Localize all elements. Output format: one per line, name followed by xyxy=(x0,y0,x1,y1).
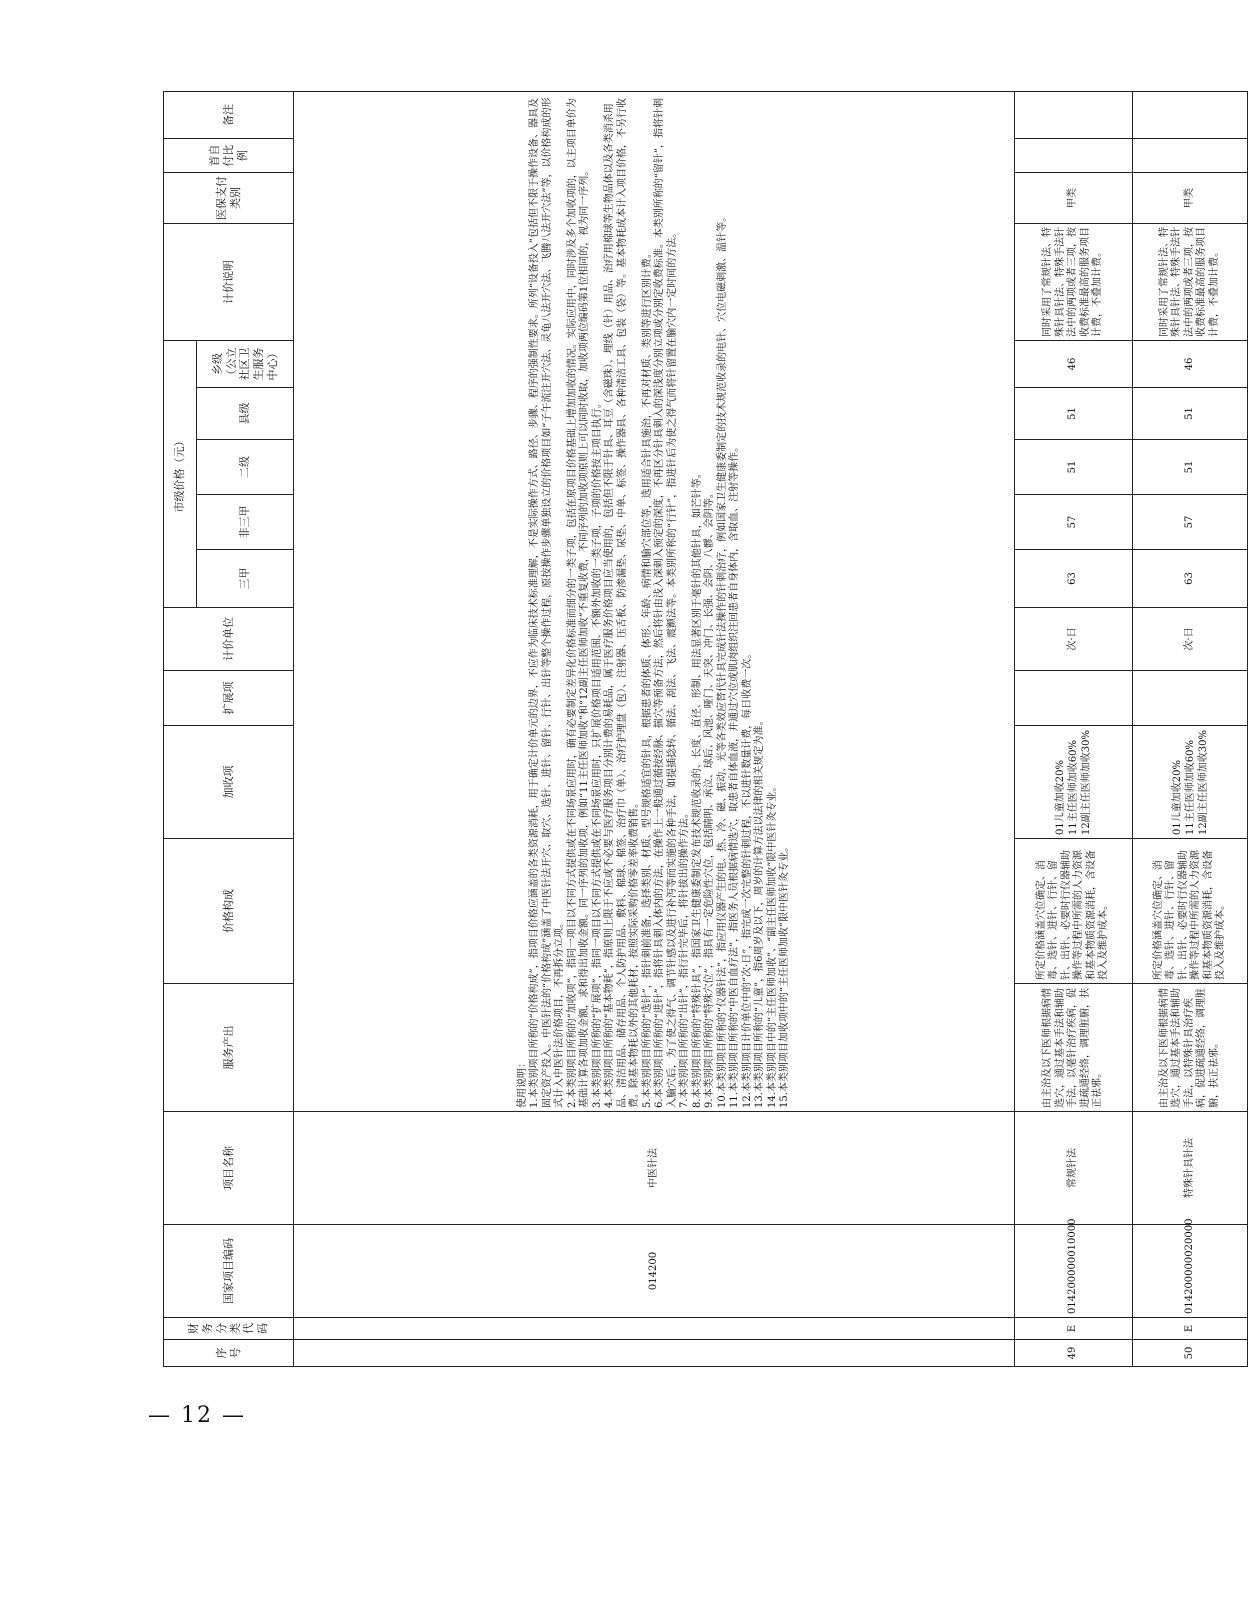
usage-note-line: 2.本类别项目所称的“加收项”，指同一项目以不同方式提供或在不同场景应用时，确有必要制定差异化价格标准而细分的一类子项，包括在原项目价格基础上增加加收的情况。实际应用中，同时涉及多个加收项的，以主项目单价为基础计算各项加收金额，求和得出加收金额。同一序列的加收项，例如“11主任医师加收”和“12副主任医师加收”不重复收费，不同序列的加收项原则上可以同时收取，加收项两位编码第1位相同的，视为同一序列。 xyxy=(566,98,591,1108)
surcharge-item: 11主任医师加收60% xyxy=(1067,740,1079,835)
row-remarks xyxy=(1133,91,1248,138)
surcharge-item: 12副主任医师加收30% xyxy=(1197,730,1209,835)
header-grade-a3: 三甲 xyxy=(197,550,294,608)
cell-empty xyxy=(294,1340,1014,1367)
table-row xyxy=(1014,91,1132,1366)
row-service-output: 由主治及以下医师根据病情选穴，通过基本手法和辅助手法，以毫针治疗疾病，促进疏通经络，调理脏腑，扶正祛邪。 xyxy=(1014,984,1132,1112)
row-remarks xyxy=(1014,91,1132,138)
header-surcharge: 加收项 xyxy=(164,726,294,839)
usage-note-line: 13.本类别项目所称的“儿童”，指6周岁及以下，周岁的计算方法以法律的相关规定为准。 xyxy=(754,715,766,1108)
header-finance-code: 财务分类代码 xyxy=(164,1318,294,1340)
row-price-non-a3: 57 xyxy=(1014,495,1132,550)
usage-note-line: 15.本类别项目加收项中的“主任医师加收”限中医针灸专业。 xyxy=(779,841,791,1108)
usage-note-line: 5.本类别项目所称的“选针”，指针刺前准备，选择类别、材质、型号规格适宜的针具，根据患者的体质、体形、年龄、病情和腧穴部位等，选用适合针具施治，不再对材质、类别等进行区别计费。 xyxy=(641,248,653,1108)
surcharge-item: 11主任医师加收60% xyxy=(1184,740,1196,835)
header-national-code: 国家项目编码 xyxy=(164,1225,294,1318)
row-price-township: 46 xyxy=(1133,340,1248,387)
row-unit: 次·日 xyxy=(1014,608,1132,671)
row-item-name: 特殊针具针法 xyxy=(1133,1112,1248,1225)
header-grade-county: 县级 xyxy=(197,388,294,440)
table-row xyxy=(1133,91,1248,1366)
row-pricing-note: 同时采用了常规针法、特殊针具针法、特殊手法针法中的两项或者三项，按收费标准最高的服务项目计费，不叠加计费。 xyxy=(1133,223,1248,340)
category-code: 014200 xyxy=(294,1225,1014,1318)
header-market-price: 市级价格（元） xyxy=(164,340,197,607)
row-price-county: 51 xyxy=(1133,388,1248,440)
usage-notes xyxy=(294,91,1014,1111)
row-extension xyxy=(1014,671,1132,726)
row-price-county: 51 xyxy=(1014,388,1132,440)
page-number: — 12 — xyxy=(148,1403,246,1428)
header-price-composition: 价格构成 xyxy=(164,839,294,984)
row-price-non-a3: 57 xyxy=(1133,495,1248,550)
header-remarks: 备注 xyxy=(164,91,294,138)
row-seq: 49 xyxy=(1014,1340,1132,1367)
row-self-pay xyxy=(1133,138,1248,172)
header-self-pay: 首自付比例 xyxy=(164,138,294,172)
row-self-pay xyxy=(1014,138,1132,172)
row-item-name: 常规针法 xyxy=(1014,1112,1132,1225)
header-service-output: 服务产出 xyxy=(164,984,294,1112)
header-insurance: 医保支付类别 xyxy=(164,172,294,223)
usage-note-line: 9.本类别项目所称的“特殊穴位”，指具有一定危险性穴位，包括睛明、承泣、球后、风池、哑门、天突、冲门、长强、会阴、八髎、会阴等。 xyxy=(704,488,716,1108)
header-item-name: 项目名称 xyxy=(164,1112,294,1225)
price-table xyxy=(163,91,1248,1367)
row-price-a3: 63 xyxy=(1133,550,1248,608)
surcharge-item: 01儿童加收20% xyxy=(1054,760,1066,835)
row-price-composition: 所定价格涵盖穴位确定、消毒、选针、进针、行针、留针、出针、必要时行仪器辅助操作等过程中所需的人力资源和基本物质资源消耗，含设备投入及维护成本。 xyxy=(1014,839,1132,984)
header-pricing-note: 计价说明 xyxy=(164,223,294,340)
row-price-a3: 63 xyxy=(1014,550,1132,608)
usage-note-line: 3.本类别项目所称的“扩展项”，指同一项目以不同方式提供或在不同场景应用时，只扩展价格项目适用范围、不额外加收的一类子项，子项的价格按主项目执行。 xyxy=(591,398,603,1108)
header-seq: 序号 xyxy=(164,1340,294,1367)
row-unit: 次·日 xyxy=(1133,608,1248,671)
row-price-township: 46 xyxy=(1014,340,1132,387)
row-national-code: 014200000010000 xyxy=(1014,1225,1132,1318)
usage-note-line: 1.本类别项目所称的“价格构成”，指项目价格应涵盖的各类资源消耗，用于确定计价单元的边界，不应作为临床技术标准理解，不是实际操作方式、路径、步骤、程序的强制性要求。所列“设备投入”包括但不限于操作设备、器具及固定资产投入。中医针法的“价格构成”涵盖了中医针法开穴、取穴、选针、进针、留针、行针、出针等整个操作过程，原按操作步骤单独设立的价格项目如“子午流注开穴法、灵龟八法开穴法、飞腾八法开穴法”等，以价格构成的形式计入中医针法价格项目，不再拆分立项。 xyxy=(529,97,566,1108)
row-pricing-note: 同时采用了常规针法、特殊针具针法、特殊手法针法中的两项或者三项，按收费标准最高的服务项目计费，不叠加计费。 xyxy=(1014,223,1132,340)
row-service-output: 由主治及以下医师根据病情选穴，通过基本手法和辅助手法，以特殊针具治疗疾病，促进疏通经络，调理脏腑，扶正祛邪。 xyxy=(1133,984,1248,1112)
row-price-2: 51 xyxy=(1014,440,1132,495)
header-grade-non-a3: 非三甲 xyxy=(197,495,294,550)
row-insurance: 甲类 xyxy=(1014,172,1132,223)
usage-note-line: 10.本类别项目所称的“仪器针法”，指应用仪器产生的电、热、冷、磁、振动、光等各类效应替代针具完成针法操作的针刺治疗，例如国家卫生健康委制定的技术规范收录的电针、穴位电磁刺激、温针等。 xyxy=(716,211,728,1108)
row-surcharge xyxy=(1133,726,1248,839)
row-finance-code: E xyxy=(1133,1318,1248,1340)
row-seq: 50 xyxy=(1133,1340,1248,1367)
row-national-code: 014200000020000 xyxy=(1133,1225,1248,1318)
row-price-composition: 所定价格涵盖穴位确定、消毒、选针、进针、行针、留针、出针、必要时行仪器辅助操作等过程中所需的人力资源和基本物质资源消耗，含设备投入及维护成本。 xyxy=(1133,839,1248,984)
category-row xyxy=(294,91,1014,1366)
header-grade-2: 二级 xyxy=(197,440,294,495)
surcharge-item: 12副主任医师加收30% xyxy=(1080,730,1092,835)
rotated-document xyxy=(163,92,1248,1367)
usage-note-line: 11.本类别项目所称的“中医自血疗法”，指医务人员根据病情选穴，取患者自体血液，并通过穴位或肌肉组织注回患者自身体内，含取血、注射等操作。 xyxy=(729,441,741,1108)
surcharge-item: 01儿童加收20% xyxy=(1171,760,1183,835)
row-surcharge xyxy=(1014,726,1132,839)
row-insurance: 甲类 xyxy=(1133,172,1248,223)
row-price-2: 51 xyxy=(1133,440,1248,495)
usage-note-line: 14.本类别项目中的“主任医师加收”、“副主任医师加收”限中医针灸专业。 xyxy=(766,781,778,1108)
cell-empty xyxy=(294,1318,1014,1340)
header-grade-township: 乡级（公立社区卫生服务中心） xyxy=(197,340,294,387)
usage-note-line: 7.本类别项目所称的“出针”，指行针完毕后，将针拔出的操作方法。 xyxy=(679,808,691,1108)
usage-note-line: 4.本类别项目所称的“基本物耗”，指原则上限于不应或不必要与医疗服务项目分别计费的易耗品，属于医疗服务价格项目应当使用的，包括但不限于针具、耳豆（含磁珠）、埋线（针）用品、治疗用棉球等生物品体以及各类消杀用品、清洁用品、储存用品、个人防护用品、敷料、棉球、棉签、治疗巾（单）、治疗护理盘（包）、注射器、压舌板、防渗漏垫、尿垫、中单、标签、操作器具、各种清洁工具、包装（袋）等。基本物耗成本计入项目价格，不另行收费。除基本物耗以外的其他耗材，按照实际采购价格零差率收费销售。 xyxy=(604,98,641,1108)
usage-note-line: 6.本类别项目所称的“进针”，指将针具刺入体内的方法，在操作上一般通过循按经脉、揣穴等预备方法，然后将针由浅入深刺入预定的深度，不再区分针具刺入的深浅度分别立项或分别定收费标准。本类别所称的“留针”，指将针刺入腧穴后，为了使之得气、调节针感以及进行补泻等而实施的各种手法，如提插捻转、循法、刮法、飞法、震颤法等。本类别所称的“行针”，指进针后为使之得气而将针留置在腧穴内一定时间的方法。 xyxy=(654,98,678,1108)
usage-note-line: 8.本类别项目所称的“特殊针具”，指国家卫生健康委制定发布技术规范收录的、长度、直径、形制、用法显著区别于毫针的其他针具，如芒针等。 xyxy=(691,468,703,1108)
row-extension xyxy=(1133,671,1248,726)
row-finance-code: E xyxy=(1014,1318,1132,1340)
header-extension: 扩展项 xyxy=(164,671,294,726)
category-name: 中医针法 xyxy=(294,1112,1014,1225)
header-unit: 计价单位 xyxy=(164,608,294,671)
usage-note-line: 12.本类别项目计价单位中的“次·日”，指完成一次完整的针刺过程，不以进针数量计费，每日收费一次。 xyxy=(741,648,753,1108)
usage-note-line: 使用说明： xyxy=(516,1058,528,1108)
